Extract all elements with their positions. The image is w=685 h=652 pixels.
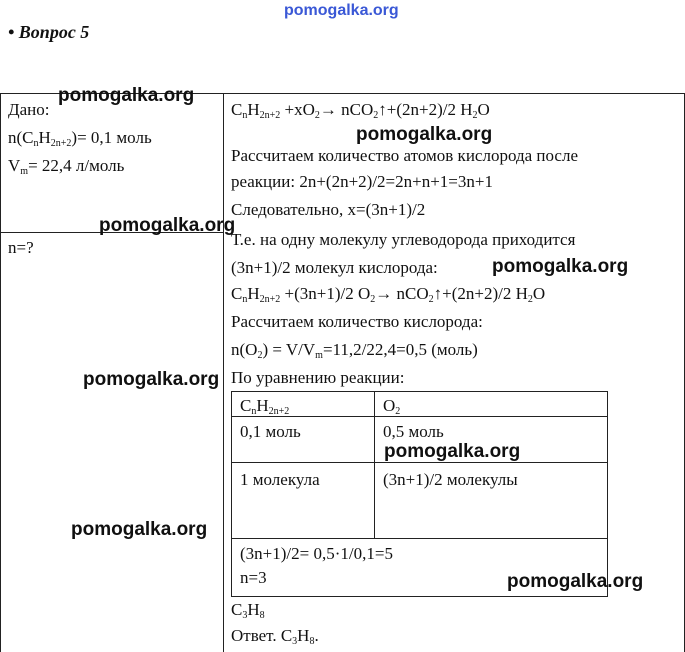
watermark: pomogalka.org	[384, 441, 521, 462]
watermark-top: pomogalka.org	[284, 2, 399, 19]
solution-line: Рассчитаем количество кислорода:	[231, 312, 483, 331]
proportion-table-border	[374, 391, 375, 539]
proportion-table-border	[607, 391, 608, 596]
solution-line: (3n+1)/2 молекул кислорода:	[231, 258, 438, 277]
watermark: pomogalka.org	[492, 256, 629, 277]
question-heading: • Вопрос 5	[8, 22, 90, 42]
watermark: pomogalka.org	[507, 571, 644, 592]
table-cell: (3n+1)/2 молекулы	[383, 470, 518, 489]
proportion-table-border	[231, 391, 608, 392]
proportion-table-border	[231, 538, 608, 539]
answer-line: Ответ. $C_3H_8$.	[231, 626, 319, 647]
given-label: Дано:	[8, 100, 50, 119]
table-middle-border	[223, 93, 224, 652]
table-head-hydrocarbon: $C_nH_{2n+2}$	[240, 396, 290, 417]
reaction-equation-balanced: $C_nH_{2n+2} +(3n+1)/2$ $O_2\to$ nCO$_2$↑+(2n+2)/2 $H_2O$	[231, 284, 546, 305]
calculation-result: n=3	[240, 568, 267, 587]
reaction-equation-general: $C_nH_{2n+2} +xO_2\to$ nCO$_2$↑+(2n+2)/2 $H_2O$	[231, 100, 490, 121]
table-cell: 1 молекула	[240, 470, 320, 489]
calculation-line: (3n+1)/2= 0,5·1/0,1=5	[240, 544, 393, 563]
given-molar-volume: $V_m= 22,4$ л/моль	[8, 156, 125, 177]
watermark: pomogalka.org	[356, 124, 493, 145]
given-amount: $n(C_nH_{2n+2})= 0,1$ моль	[8, 128, 152, 149]
table-cell: 0,1 моль	[240, 422, 301, 441]
oxygen-amount-line: $n(O_2) = V/V_m=11,2/22,4=0,5$ (моль)	[231, 340, 478, 361]
table-cell: 0,5 моль	[383, 422, 444, 441]
solution-line: реакции: 2n+(2n+2)/2=2n+n+1=3n+1	[231, 172, 493, 191]
watermark: pomogalka.org	[99, 215, 236, 236]
find-label: n=?	[8, 238, 34, 257]
solution-line: Т.е. на одну молекулу углеводорода приходится	[231, 230, 576, 249]
table-head-oxygen: $O_2$	[383, 396, 401, 417]
proportion-table-border	[231, 596, 608, 597]
solution-line: Следовательно, x=(3n+1)/2	[231, 200, 426, 219]
table-left-border	[0, 93, 1, 652]
watermark: pomogalka.org	[71, 519, 208, 540]
proportion-table-border	[231, 391, 232, 596]
solution-line: Рассчитаем количество атомов кислорода после	[231, 146, 578, 165]
result-formula: $C_3H_8$	[231, 600, 265, 621]
solution-line: По уравнению реакции:	[231, 368, 405, 387]
watermark: pomogalka.org	[83, 369, 220, 390]
watermark: pomogalka.org	[58, 85, 195, 106]
